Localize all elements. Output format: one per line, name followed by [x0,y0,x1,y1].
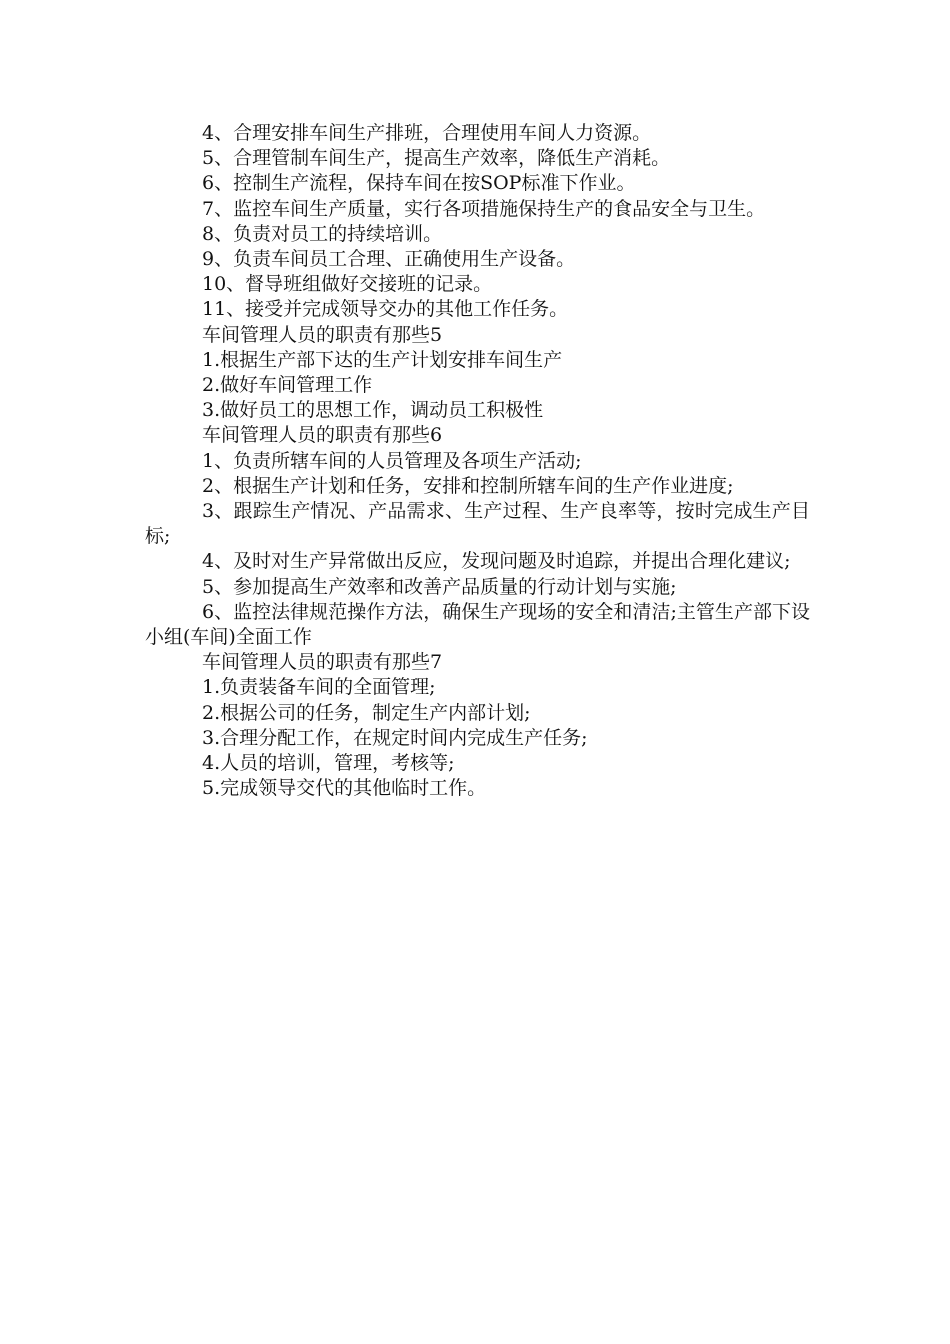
paragraph: 1.负责装备车间的全面管理; [202,676,436,699]
paragraph: 3、跟踪生产情况、产品需求、生产过程、生产良率等，按时完成生产目标; [145,500,810,548]
paragraph: 6、控制生产流程，保持车间在按SOP标准下作业。 [202,172,636,195]
paragraph: 8、负责对员工的持续培训。 [202,222,443,245]
paragraph: 2.根据公司的任务，制定生产内部计划; [202,701,531,724]
paragraph: 4.人员的培训，管理，考核等; [202,752,455,775]
paragraph: 2、根据生产计划和任务，安排和控制所辖车间的生产作业进度; [202,474,734,497]
paragraph: 6、监控法律规范操作方法，确保生产现场的安全和清洁;主管生产部下设小组(车间)全面工作 [145,600,810,649]
document-body [145,121,810,801]
paragraph: 3.合理分配工作，在规定时间内完成生产任务; [202,726,588,749]
paragraph: 4、及时对生产异常做出反应，发现问题及时追踪，并提出合理化建议; [202,550,791,573]
paragraph: 4、合理安排车间生产排班，合理使用车间人力资源。 [202,122,652,144]
paragraph: 1.根据生产部下达的生产计划安排车间生产 [202,348,563,371]
paragraph: 5、合理管制车间生产，提高生产效率，降低生产消耗。 [202,147,671,170]
paragraph: 7、监控车间生产质量，实行各项措施保持生产的食品安全与卫生。 [202,197,766,220]
paragraph: 5、参加提高生产效率和改善产品质量的行动计划与实施; [202,575,677,598]
paragraph: 3.做好员工的思想工作，调动员工积极性 [202,399,544,422]
paragraph: 1、负责所辖车间的人员管理及各项生产活动; [202,449,582,472]
paragraph: 9、负责车间员工合理、正确使用生产设备。 [202,248,576,271]
paragraph: 5.完成领导交代的其他临时工作。 [202,777,487,800]
paragraph: 11、接受并完成领导交办的其他工作任务。 [202,298,569,321]
section-heading: 车间管理人员的职责有那些6 [202,424,443,447]
paragraph: 10、督导班组做好交接班的记录。 [202,273,493,296]
paragraph: 2.做好车间管理工作 [202,374,373,397]
section-heading: 车间管理人员的职责有那些7 [202,651,443,674]
section-heading: 车间管理人员的职责有那些5 [202,323,443,346]
